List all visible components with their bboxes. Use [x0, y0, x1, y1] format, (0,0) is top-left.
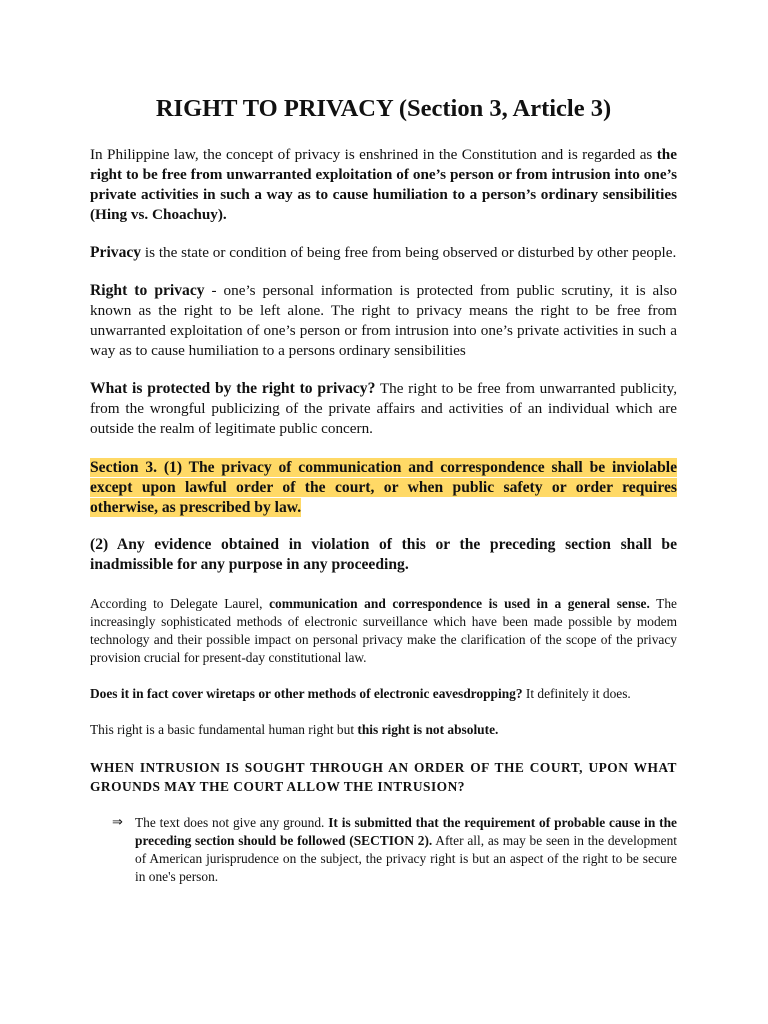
wiretaps-paragraph — [90, 685, 677, 703]
intro-bold-text: the right to be free from unwarranted exploitation of one’s person or from intrusion into one’s private activities in such a way as to cause humiliation to a person’s ordinary sensibilities (Hing vs. Choachuy). — [90, 146, 677, 223]
intrusion-question-heading: WHEN INTRUSION IS SOUGHT THROUGH AN ORDER OF THE COURT, UPON WHAT GROUNDS MAY THE COURT ALLOW THE INTRUSION? — [90, 760, 677, 794]
right-to-privacy-paragraph — [90, 281, 677, 361]
right-to-privacy-text: - one’s personal information is protected from public scrutiny, it is also known as the right to be left alone. The right to privacy means the right to be free from unwarranted exploitation of one’s person or from intrusion into one’s private activities in such a way as to cause humiliation to a persons ordinary sensibilities — [90, 282, 678, 359]
protected-answer: The right to be free from unwarranted publicity, from the wrongful publicizing of the private affairs and activities of an individual which are outside the realm of legitimate public concern. — [90, 380, 677, 437]
privacy-definition-paragraph — [90, 243, 677, 263]
laurel-intro: According to Delegate Laurel, — [90, 596, 270, 611]
bullet-bold-text: It is submitted that the requirement of probable cause in the preceding section should be followed (SECTION 2). — [135, 815, 677, 848]
wiretaps-question: Does it in fact cover wiretaps or other methods of electronic eavesdropping? — [90, 686, 523, 701]
basic-right-paragraph — [90, 721, 677, 739]
double-right-arrow-icon: ⇒ — [112, 815, 123, 830]
protected-question: What is protected by the right to privacy? — [90, 380, 376, 397]
privacy-definition-text: is the state or condition of being free from being observed or disturbed by other people. — [141, 244, 677, 261]
protected-paragraph — [90, 379, 677, 439]
privacy-term: Privacy — [90, 244, 142, 261]
bullet-text: The text does not give any ground. — [135, 815, 329, 830]
bullet-tail-text: After all, as may be seen in the development of American jurisprudence on the subject, the privacy right is but an aspect of the right to be secure in one's person. — [135, 833, 677, 884]
basic-right-text: This right is a basic fundamental human right but — [90, 722, 358, 737]
basic-right-bold: this right is not absolute. — [357, 722, 499, 737]
intro-paragraph — [90, 145, 677, 225]
page-title: RIGHT TO PRIVACY (Section 3, Article 3) — [155, 95, 612, 122]
laurel-bold: communication and correspondence is used in a general sense. — [269, 596, 650, 611]
section-3-2-paragraph: (2) Any evidence obtained in violation of this or the preceding section shall be inadmissible for any purpose in any proceeding. — [90, 536, 677, 573]
section-3-1-highlighted-text: Section 3. (1) The privacy of communication and correspondence shall be inviolable except upon lawful order of the court, or when public safety or order requires otherwise, as prescribed by law. — [90, 459, 677, 516]
bullet-item — [90, 814, 677, 886]
section-3-1-paragraph — [90, 458, 677, 518]
laurel-body: The increasingly sophisticated methods of electronic surveillance which have been made possible by modem technology and their possible impact on personal privacy make the clarification of the scope of the privacy provision crucial for present-day constitutional law. — [90, 596, 677, 665]
right-to-privacy-term: Right to privacy — [90, 282, 205, 299]
laurel-paragraph — [90, 595, 677, 667]
wiretaps-answer: It definitely it does. — [522, 686, 631, 701]
intro-text: In Philippine law, the concept of privacy is enshrined in the Constitution and is regarded as — [90, 146, 657, 163]
